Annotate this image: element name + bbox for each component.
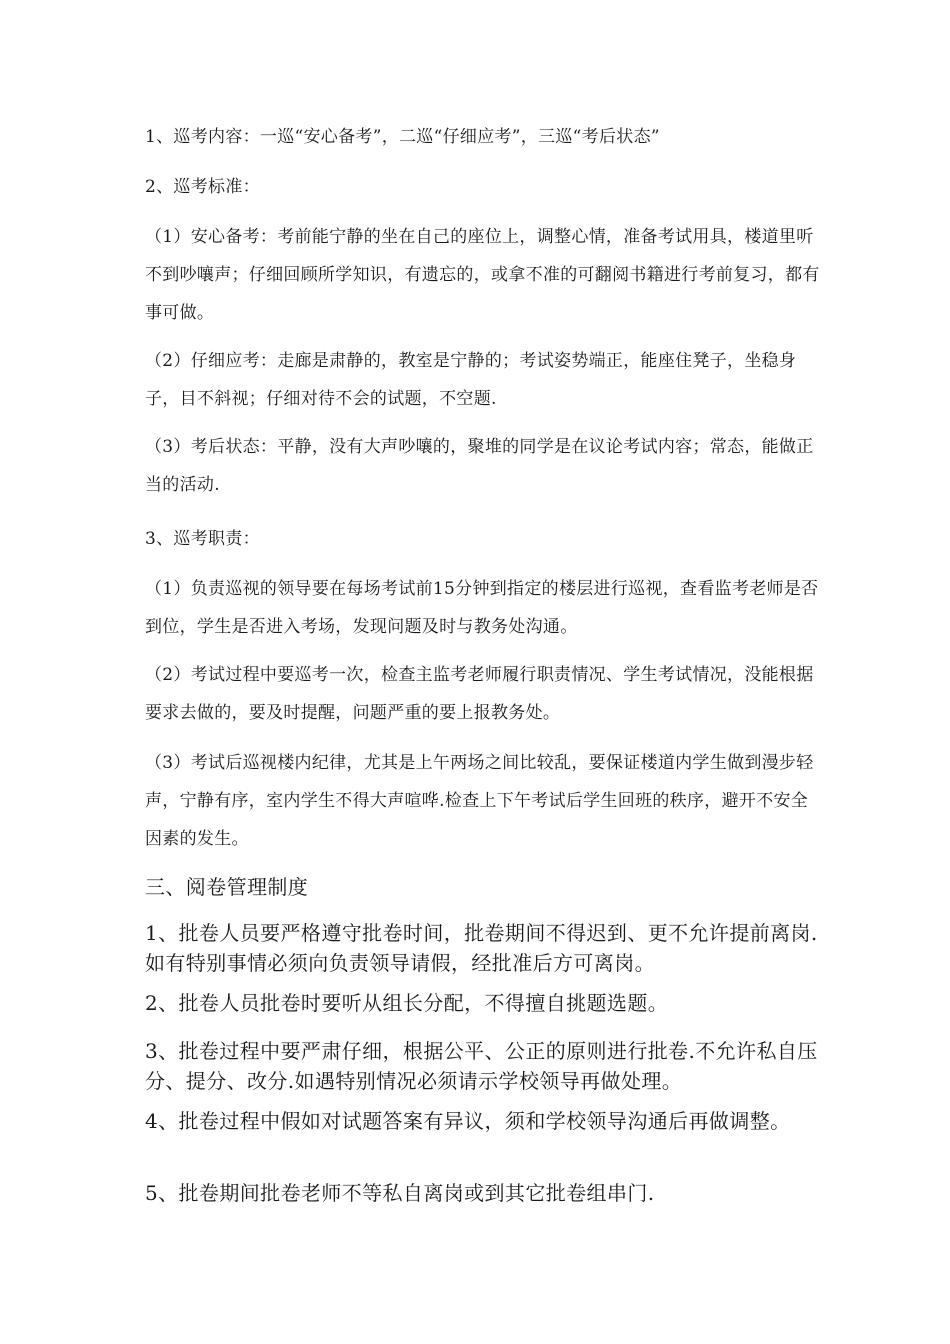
grading-rule-3: 3、批卷过程中要严肃仔细，根据公平、公正的原则进行批卷.不允许私自压分、提分、改分.如遇特别情况必须请示学校领导再做处理。 (145, 1039, 818, 1093)
duty-after-exam: （3）考试后巡视楼内纪律，尤其是上午两场之间比较乱，要保证楼道内学生做到漫步轻声，宁静有序，室内学生不得大声喧哗.检查上下午考试后学生回班的秩序，避开不安全因素的发生。 (145, 753, 814, 849)
standard-calm-preparation: （1）安心备考：考前能宁静的坐在自己的座位上，调整心情，准备考试用具，楼道里听不到吵嚷声；仔细回顾所学知识，有遗忘的，或拿不准的可翻阅书籍进行考前复习，都有事可做。 (145, 227, 820, 323)
standard-careful-exam: （2）仔细应考：走廊是肃静的，教室是宁静的；考试姿势端正，能座住凳子，坐稳身子，目不斜视；仔细对待不会的试题，不空题. (145, 351, 797, 409)
inspection-standard-heading: 2、巡考标准： (145, 177, 260, 197)
grading-rule-2: 2、批卷人员批卷时要听从组长分配，不得擅自挑题选题。 (145, 991, 669, 1015)
inspection-content-item: 1、巡考内容：一巡“安心备考”，二巡“仔细应考”，三巡“考后状态” (145, 127, 660, 147)
grading-rule-1: 1、批卷人员要严格遵守批卷时间，批卷期间不得迟到、更不允许提前离岗.如有特别事情必须向负责领导请假，经批准后方可离岗。 (145, 921, 818, 975)
duty-pre-exam: （1）负责巡视的领导要在每场考试前15分钟到指定的楼层进行巡视，查看监考老师是否到位，学生是否进入考场，发现问题及时与教务处沟通。 (145, 579, 819, 637)
grading-rule-4: 4、批卷过程中假如对试题答案有异议，须和学校领导沟通后再做调整。 (145, 1109, 791, 1133)
duty-during-exam: （2）考试过程中要巡考一次，检查主监考老师履行职责情况、学生考试情况，没能根据要求去做的，要及时提醒，问题严重的要上报教务处。 (145, 665, 814, 723)
standard-post-exam: （3）考后状态：平静，没有大声吵嚷的，聚堆的同学是在议论考试内容；常态，能做正当的活动. (145, 437, 814, 495)
inspection-duty-heading: 3、巡考职责： (145, 529, 260, 549)
grading-rule-5: 5、批卷期间批卷老师不等私自离岗或到其它批卷组串门. (145, 1181, 655, 1205)
section-heading-grading: 三、阅卷管理制度 (145, 875, 309, 899)
